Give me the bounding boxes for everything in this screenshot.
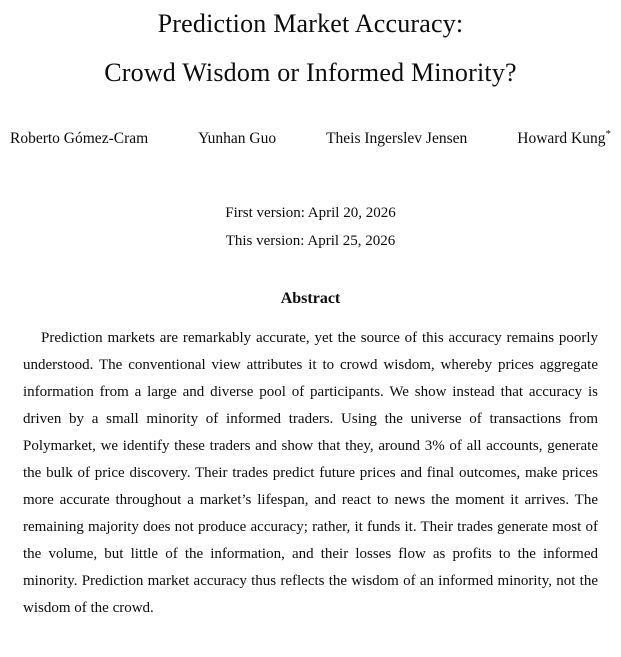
author-name-2: Yunhan Guo [198, 130, 277, 147]
this-version-line: This version: April 25, 2026 [225, 233, 396, 249]
version-info [0, 203, 621, 251]
author-name-1: Roberto Gómez-Cram [10, 130, 149, 147]
paper-title [0, 8, 621, 88]
first-version-line: First version: April 20, 2026 [225, 205, 396, 221]
author-name-4 [517, 128, 611, 149]
author-list [0, 128, 621, 149]
author-name-3: Theis Ingerslev Jensen [326, 130, 468, 147]
paper-title-line-2: Crowd Wisdom or Informed Minority? [104, 58, 517, 87]
author-footnote-marker: * [605, 127, 611, 140]
author-name-4-text: Howard Kung [517, 130, 606, 147]
abstract-text: Prediction markets are remarkably accurate, yet the source of this accuracy remains poorly understood. The conventional view attributes it to crowd wisdom, whereby prices aggregate information from a large and diverse pool of participants. We show instead that accuracy is driven by a small minority of informed traders. Using the universe of transactions from Polymarket, we identify these traders and show that they, around 3% of all accounts, generate the bulk of price discovery. Their trades predict future prices and final outcomes, make prices more accurate throughout a market’s lifespan, and react to news the moment it arrives. The remaining majority does not produce accuracy; rather, it funds it. Their trades generate most of the volume, but little of the information, and their losses flow as profits to the informed minority. Prediction market accuracy thus reflects the wisdom of an informed minority, not the wisdom of the crowd. [23, 330, 598, 616]
abstract-heading: Abstract [280, 290, 341, 307]
abstract-section [0, 289, 621, 622]
paper-title-line-1: Prediction Market Accuracy: [157, 9, 464, 38]
